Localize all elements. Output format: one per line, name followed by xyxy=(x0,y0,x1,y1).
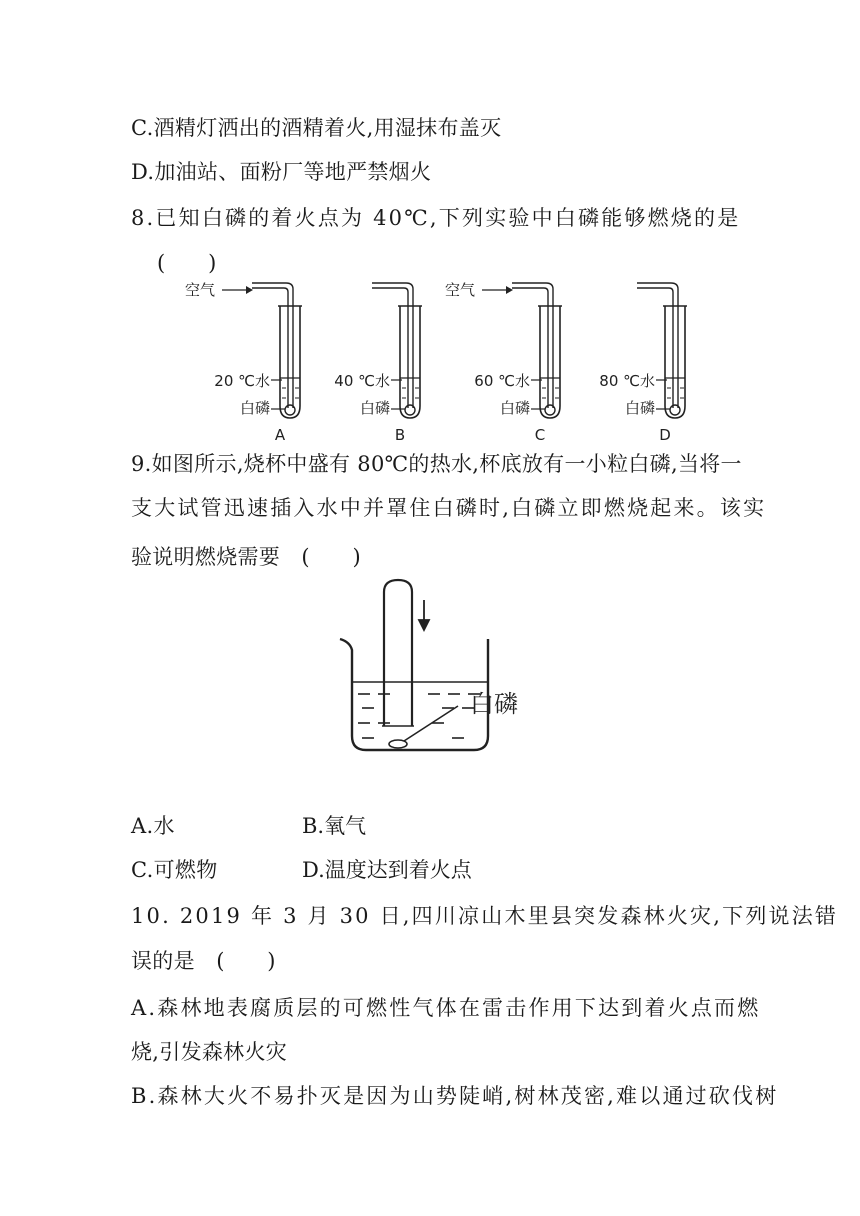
q10-option-a-line2: 烧,引发森林火灾 xyxy=(131,1040,288,1064)
tube-letter-label: D xyxy=(659,426,671,444)
q9-phosphorus-label: 白磷 xyxy=(470,690,518,718)
water-temp-label: 20 ℃水 xyxy=(214,372,270,390)
air-label: 空气 xyxy=(445,281,476,299)
water-temp-label: 60 ℃水 xyxy=(474,372,530,390)
white-phosphorus-particle xyxy=(405,405,415,415)
white-phosphorus-particle xyxy=(670,405,680,415)
tube-letter-label: B xyxy=(394,426,406,444)
down-arrow-icon xyxy=(419,600,429,630)
q9-stem-line1: 9.如图所示,烧杯中盛有 80℃的热水,杯底放有一小粒白磷,当将一 xyxy=(131,452,742,476)
q7-option-c: C.酒精灯洒出的酒精着火,用湿抹布盖灭 xyxy=(131,116,502,140)
q9-stem-line2: 支大试管迅速插入水中并罩住白磷时,白磷立即燃烧起来。该实 xyxy=(131,496,767,520)
q8-stem-line2: ( ) xyxy=(157,251,217,275)
q10-stem-line2: 误的是 ( ) xyxy=(131,949,276,973)
air-label: 空气 xyxy=(185,281,216,299)
water-temp-label: 40 ℃水 xyxy=(334,372,390,390)
phosphorus-label: 白磷 xyxy=(239,399,270,417)
test-tube-A xyxy=(185,281,302,444)
q7-option-d: D.加油站、面粉厂等地严禁烟火 xyxy=(131,160,432,184)
q10-option-a-line1: A.森林地表腐质层的可燃性气体在雷击作用下达到着火点而燃 xyxy=(131,996,761,1020)
white-phosphorus-particle xyxy=(285,405,295,415)
q10-option-b-line1: B.森林大火不易扑灭是因为山势陡峭,树林茂密,难以通过砍伐树 xyxy=(131,1084,779,1108)
phosphorus-label: 白磷 xyxy=(624,399,655,417)
phosphorus-label: 白磷 xyxy=(359,399,390,417)
test-tube-B xyxy=(334,283,422,444)
q9-option-b: B.氧气 xyxy=(302,814,367,838)
q9-stem-line3: 验说明燃烧需要 ( ) xyxy=(131,545,361,569)
test-tube-D xyxy=(599,283,687,444)
tube-letter-label: A xyxy=(274,426,286,444)
test-tube-C xyxy=(445,281,562,444)
test-tube xyxy=(384,580,412,726)
phosphorus-label: 白磷 xyxy=(499,399,530,417)
q10-stem-line1: 10. 2019 年 3 月 30 日,四川凉山木里县突发森林火灾,下列说法错 xyxy=(131,904,839,928)
white-phosphorus-particle xyxy=(545,405,555,415)
water-temp-label: 80 ℃水 xyxy=(599,372,655,390)
q8-figure xyxy=(0,278,860,448)
q9-option-a: A.水 xyxy=(131,814,175,838)
q9-option-c: C.可燃物 xyxy=(131,858,218,882)
tube-letter-label: C xyxy=(534,426,546,444)
q9-option-d: D.温度达到着火点 xyxy=(302,858,472,882)
q8-stem-line1: 8.已知白磷的着火点为 40℃,下列实验中白磷能够燃烧的是 xyxy=(131,206,741,230)
q9-beaker-figure xyxy=(332,578,562,773)
